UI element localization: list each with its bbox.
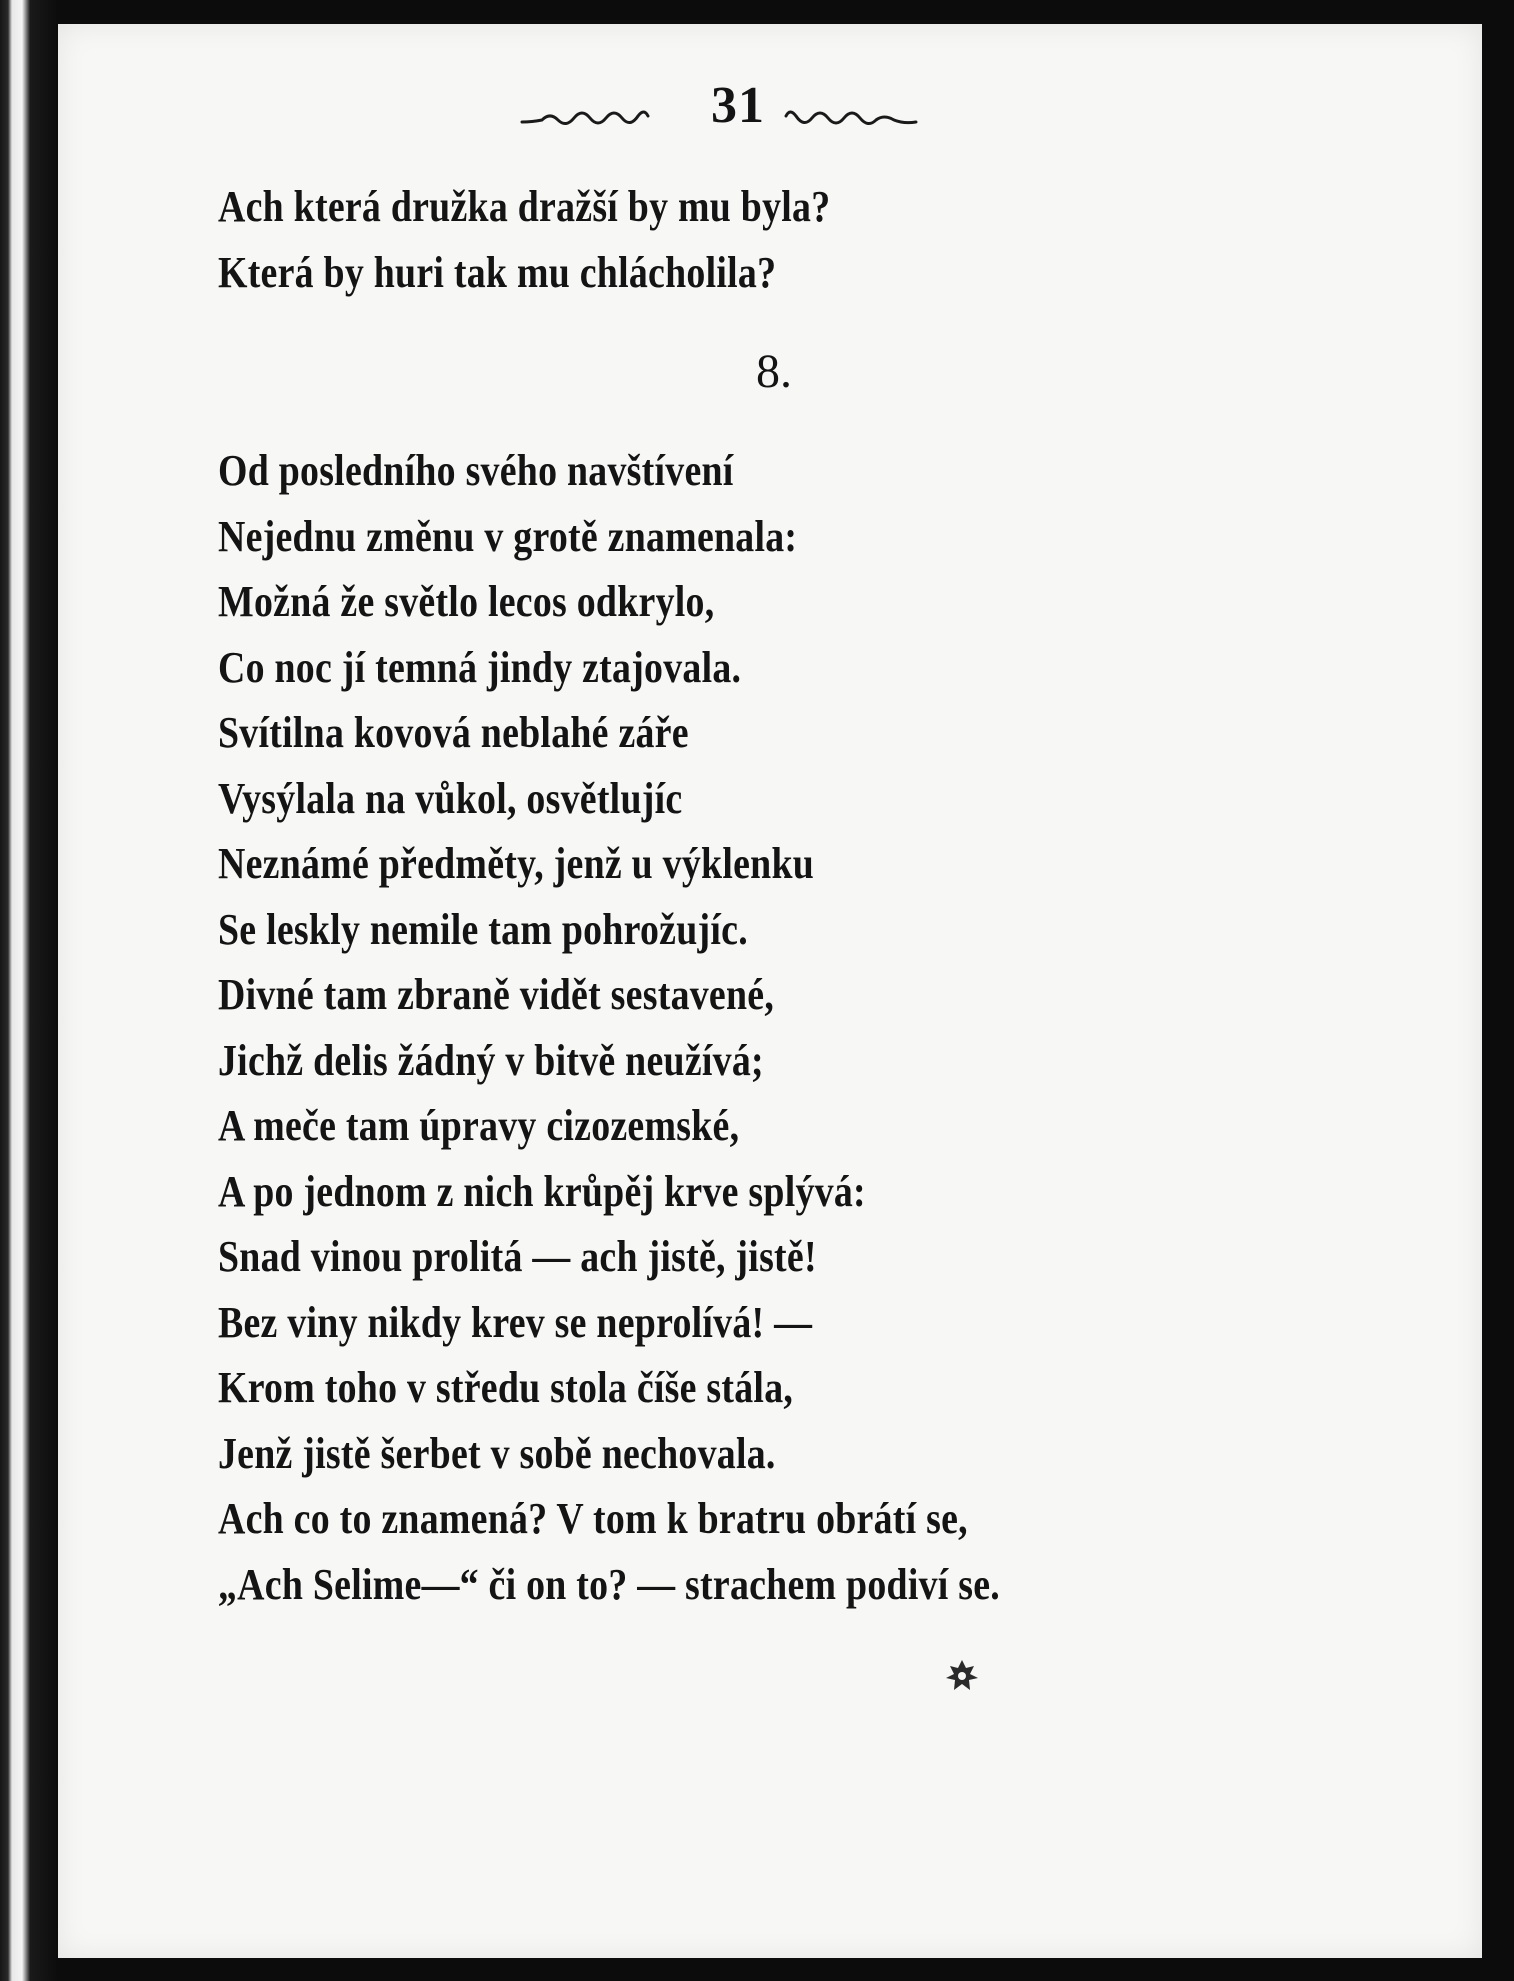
fleuron-ornament-icon xyxy=(942,1656,982,1696)
book-page xyxy=(58,24,1482,1958)
verse-line: Neznámé předměty, jenž u výklenku xyxy=(218,839,815,888)
wavy-flourish-icon xyxy=(780,102,940,132)
stanza-number: 8. xyxy=(756,345,792,398)
verse-line: Od posledního svého navštívení xyxy=(218,446,734,495)
verse-line: Snad vinou prolitá — ach jistě, jistě! xyxy=(218,1232,817,1281)
previous-stanza-ending xyxy=(218,174,1418,305)
page-number: 31 xyxy=(711,77,765,134)
verse-line: Krom toho v středu stola číše stála, xyxy=(218,1363,794,1412)
verse-line: Bez viny nikdy krev se neprolívá! — xyxy=(218,1297,813,1347)
verse-line: Se leskly nemile tam pohrožujíc. xyxy=(218,904,748,954)
wavy-flourish-icon xyxy=(518,102,678,132)
verse-line: Jichž delis žádný v bitvě neužívá; xyxy=(218,1035,764,1085)
verse-line: Vysýlala na vůkol, osvětlujíc xyxy=(218,773,683,823)
verse-line: Možná že světlo lecos odkrylo, xyxy=(218,577,715,626)
verse-line: Svítilna kovová neblahé záře xyxy=(218,708,689,757)
verse-line: Jenž jistě šerbet v sobě nechovala. xyxy=(218,1428,776,1478)
verse-line: A po jednom z nich krůpěj krve splývá: xyxy=(218,1166,866,1216)
verse-line: Divné tam zbraně vidět sestavené, xyxy=(218,970,775,1019)
verse-line: Co noc jí temná jindy ztajovala. xyxy=(218,642,742,692)
verse-line: Ach která družka dražší by mu byla? xyxy=(218,182,831,231)
verse-line: A meče tam úpravy cizozemské, xyxy=(218,1101,740,1150)
stanza-body xyxy=(218,438,1418,1617)
verse-line: Ach co to znamená? V tom k bratru obrátí se, xyxy=(218,1494,968,1543)
page-header xyxy=(58,76,1482,146)
verse-line: „Ach Selime—“ či on to? — strachem podiví se. xyxy=(218,1559,1001,1609)
facing-page-edge xyxy=(0,0,58,1981)
verse-line: Která by huri tak mu chlácholila? xyxy=(218,247,777,297)
verse-line: Nejednu změnu v grotě znamenala: xyxy=(218,511,798,561)
